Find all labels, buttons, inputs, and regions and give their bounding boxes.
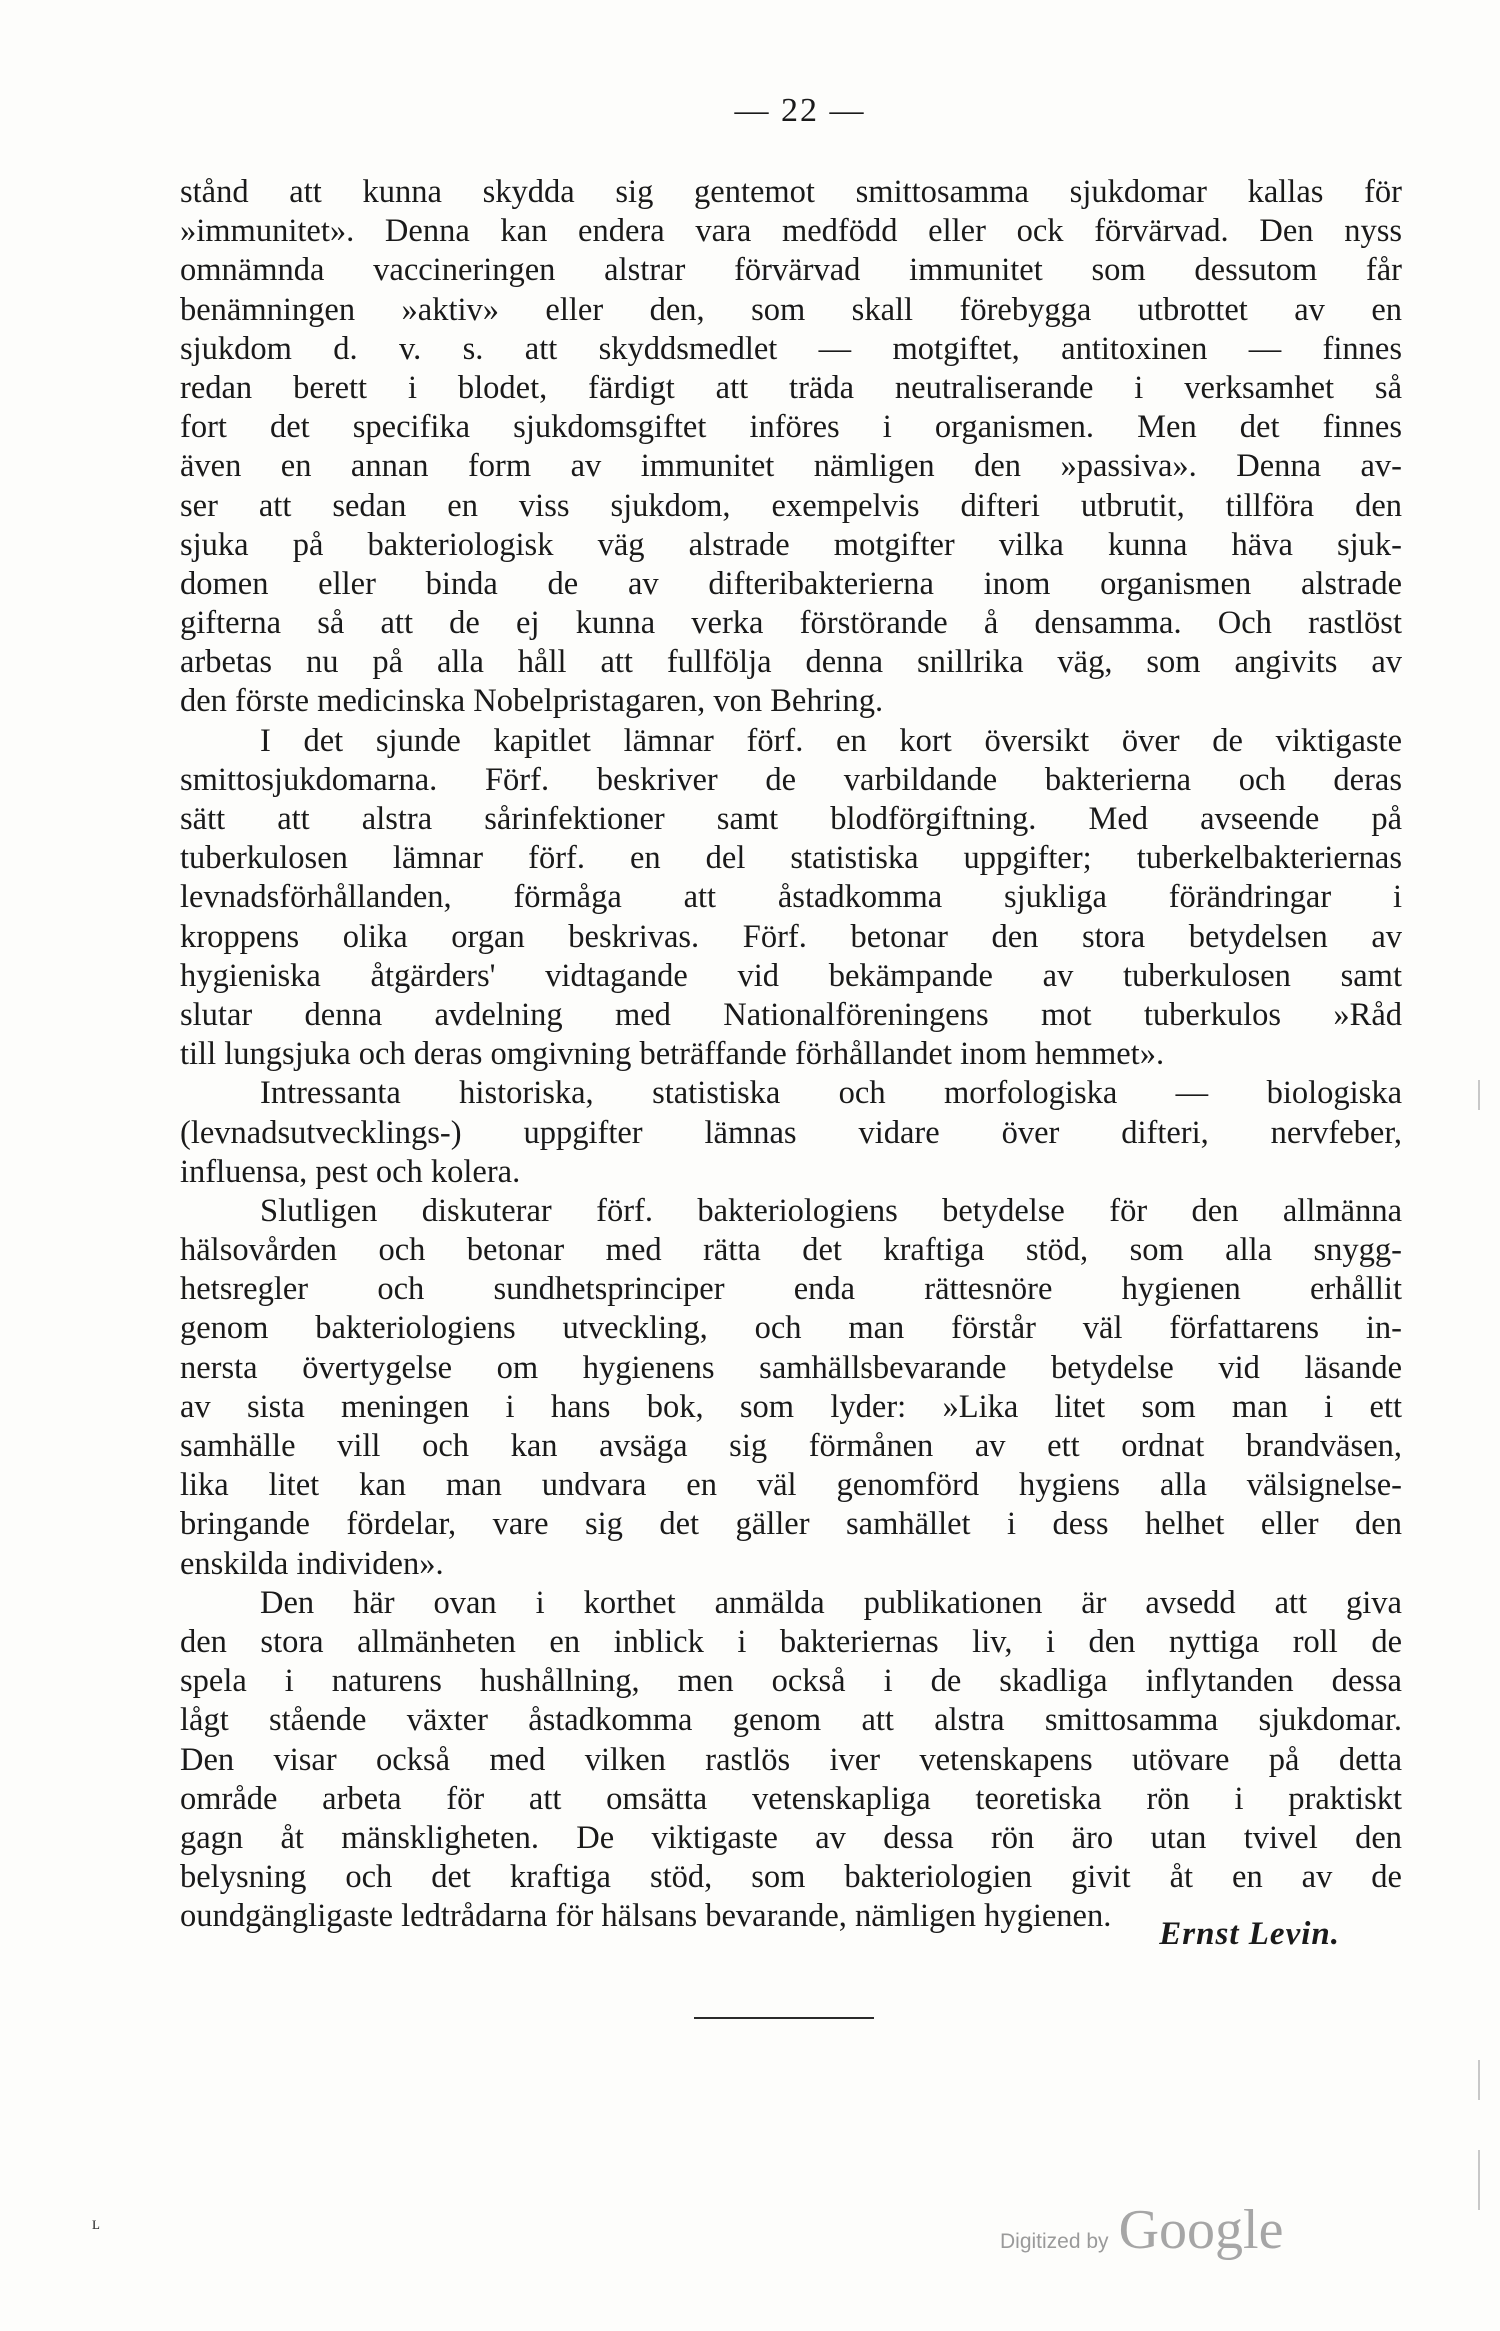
text-line: ser att sedan en viss sjukdom, exempelvis difteri utbrutit, tillföra den	[180, 487, 1402, 524]
text-line: av sista meningen i hans bok, som lyder: »Lika litet som man i ett	[180, 1388, 1402, 1425]
text-line: slutar denna avdelning med Nationalföreningens mot tuberkulos »Råd	[180, 996, 1402, 1033]
watermark-brand: Google	[1118, 2199, 1284, 2261]
text-line: hetsregler och sundhetsprinciper enda rättesnöre hygienen erhållit	[180, 1271, 1402, 1308]
text-line: samhälle vill och kan avsäga sig förmånen av ett ordnat brandväsen,	[180, 1428, 1402, 1464]
text-line: genom bakteriologiens utveckling, och man förstår väl författarens in-	[180, 1310, 1402, 1347]
digitization-watermark	[1000, 2198, 1440, 2262]
text-line: Den visar också med vilken rastlös iver vetenskapens utövare på detta	[180, 1741, 1402, 1778]
text-line: omnämnda vaccineringen alstrar förvärvad immunitet som dessutom får	[180, 252, 1402, 289]
text-line: sjuka på bakteriologisk väg alstrade motgifter vilka kunna häva sjuk-	[180, 526, 1402, 563]
text-line: bringande fördelar, vare sig det gäller samhället i dess helhet eller den	[180, 1506, 1402, 1543]
page-number: — 22 —	[734, 92, 866, 129]
text-line: sätt att alstra sårinfektioner samt blodförgiftning. Med avseende på	[180, 801, 1402, 837]
text-line: lågt stående växter åstadkomma genom att alstra smittosamma sjukdomar.	[180, 1702, 1402, 1739]
text-line: hygieniska åtgärders' vidtagande vid bekämpande av tuberkulosen samt	[180, 957, 1402, 994]
text-line: gagn åt mänskligheten. De viktigaste av dessa rön äro utan tvivel den	[180, 1819, 1402, 1856]
text-line: domen eller binda de av difteribakterierna inom organismen alstrade	[180, 565, 1402, 602]
text-line: influensa, pest och kolera.	[180, 1153, 521, 1190]
text-line: den stora allmänheten en inblick i bakteriernas liv, i den nyttiga roll de	[180, 1623, 1402, 1660]
scan-edge-rule	[1478, 2150, 1480, 2210]
text-line: även en annan form av immunitet nämligen den »passiva». Denna av-	[180, 448, 1402, 485]
text-line: spela i naturens hushållning, men också i de skadliga inflytanden dessa	[180, 1663, 1402, 1700]
text-line: I det sjunde kapitlet lämnar förf. en kort översikt över de viktigaste	[260, 722, 1402, 759]
text-line: kroppens olika organ beskrivas. Förf. betonar den stora betydelsen av	[180, 918, 1402, 955]
text-line: till lungsjuka och deras omgivning beträffande förhållandet inom hemmet».	[180, 1036, 1165, 1073]
text-line: (levnadsutvecklings-) uppgifter lämnas vidare över difteri, nervfeber,	[180, 1114, 1402, 1151]
text-line: enskilda individen».	[180, 1545, 444, 1582]
scan-corner-mark: ʟ	[92, 2213, 100, 2233]
text-line: fort det specifika sjukdomsgiftet införes i organismen. Men det finnes	[180, 409, 1402, 446]
text-line: hälsovården och betonar med rätta det kraftiga stöd, som alla snygg-	[180, 1232, 1402, 1269]
text-line: nersta övertygelse om hygienens samhällsbevarande betydelse vid läsande	[180, 1349, 1402, 1386]
text-line: smittosjukdomarna. Förf. beskriver de varbildande bakterierna och deras	[180, 761, 1402, 798]
text-line: benämningen »aktiv» eller den, som skall förebygga utbrottet av en	[180, 291, 1402, 328]
text-line: Intressanta historiska, statistiska och morfologiska — biologiska	[260, 1075, 1402, 1112]
text-line: lika litet kan man undvara en väl genomförd hygiens alla välsignelse-	[180, 1467, 1402, 1504]
text-line: oundgängligaste ledtrådarna för hälsans bevarande, nämligen hygienen.	[180, 1898, 1112, 1935]
text-line: belysning och det kraftiga stöd, som bakteriologien givit åt en av de	[180, 1859, 1402, 1896]
text-line: gifterna så att de ej kunna verka förstörande å densamma. Och rastlöst	[180, 605, 1402, 642]
scan-edge-rule	[1478, 1080, 1480, 1110]
watermark-label: Digitized by	[1000, 2230, 1109, 2253]
text-line: redan berett i blodet, färdigt att träda neutraliserande i verksamhet så	[180, 369, 1402, 406]
text-line: levnadsförhållanden, förmåga att åstadkomma sjukliga förändringar i	[180, 879, 1402, 916]
text-line: stånd att kunna skydda sig gentemot smittosamma sjukdomar kallas för	[180, 174, 1402, 210]
text-line: tuberkulosen lämnar förf. en del statistiska uppgifter; tuberkelbakteriernas	[180, 840, 1402, 877]
text-line: arbetas nu på alla håll att fullfölja denna snillrika väg, som angivits av	[180, 644, 1402, 681]
text-line: Den här ovan i korthet anmälda publikationen är avsedd att giva	[260, 1584, 1402, 1621]
author-signature: Ernst Levin.	[1159, 1916, 1340, 1952]
body-text	[180, 173, 1402, 1936]
text-line: »immunitet». Denna kan endera vara medfödd eller ock förvärvad. Den nyss	[180, 213, 1402, 250]
text-line: område arbeta för att omsätta vetenskapliga teoretiska rön i praktiskt	[180, 1780, 1402, 1817]
text-line: sjukdom d. v. s. att skyddsmedlet — motgiftet, antitoxinen — finnes	[180, 330, 1402, 367]
section-divider	[694, 2017, 874, 2019]
text-line: den förste medicinska Nobelpristagaren, von Behring.	[180, 683, 884, 720]
text-line: Slutligen diskuterar förf. bakteriologiens betydelse för den allmänna	[260, 1192, 1402, 1229]
scan-edge-rule	[1478, 2060, 1480, 2100]
